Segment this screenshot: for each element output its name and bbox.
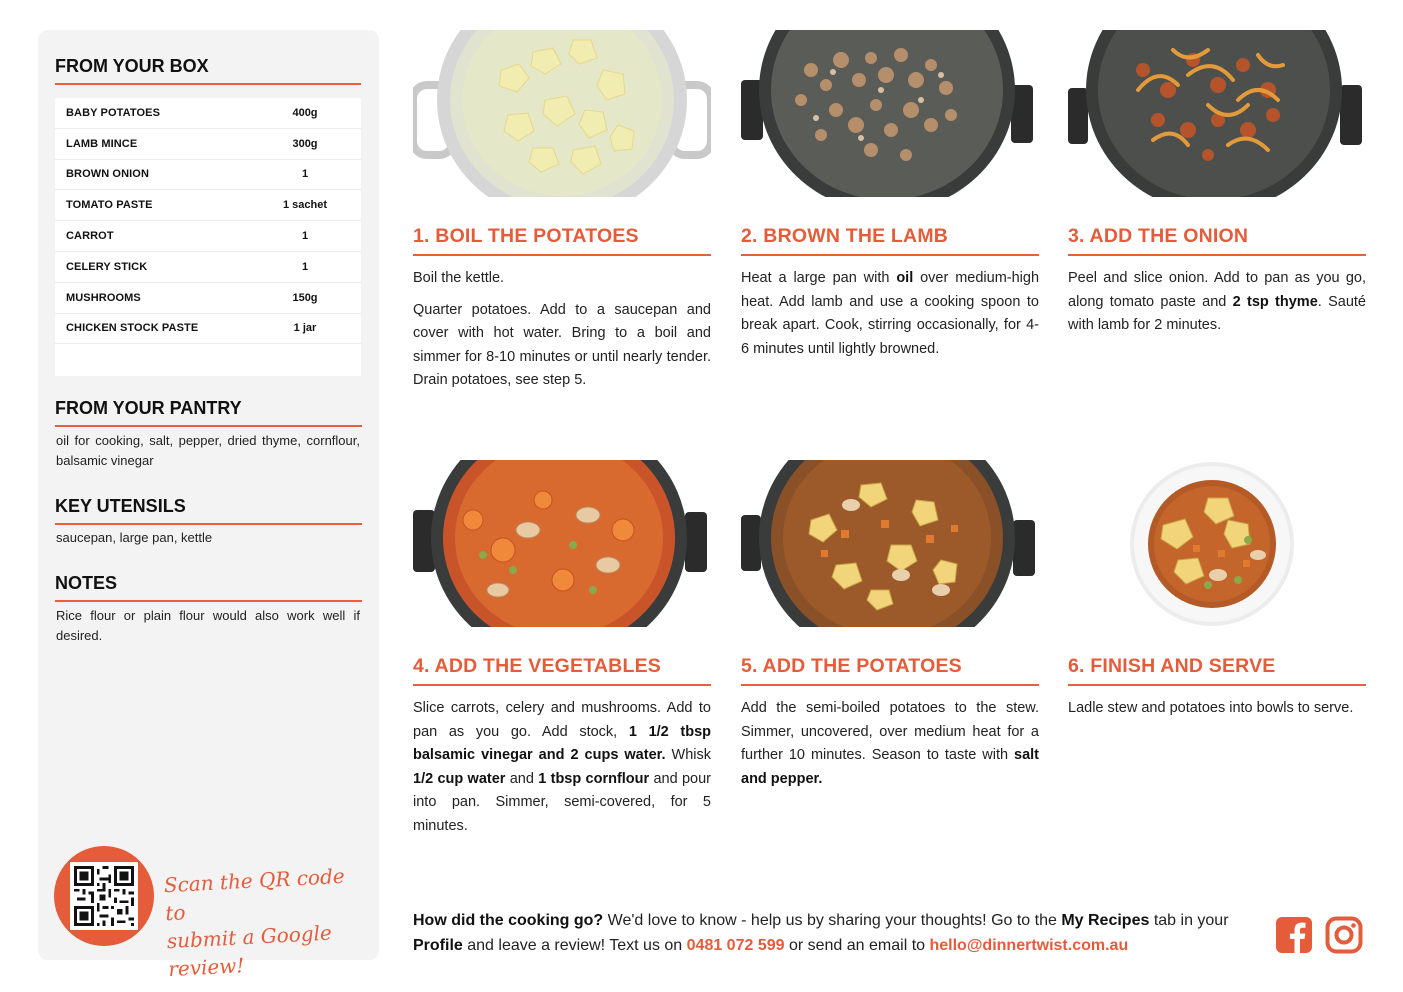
instagram-icon[interactable] <box>1325 916 1363 954</box>
step-6-title: 6. FINISH AND SERVE <box>1068 655 1366 686</box>
ingredient-name: CARROT <box>66 230 114 243</box>
qr-caption-line-2: submit a Google review! <box>166 920 333 982</box>
step-4-bold-1: 1 1/2 tbsp balsamic vinegar and 2 cups water. <box>413 723 711 763</box>
ingredient-qty: 300g <box>292 137 318 150</box>
pantry-text: oil for cooking, salt, pepper, dried thyme, cornflour, balsamic vinegar <box>56 433 360 468</box>
footer-text-1: We'd love to know - help us by sharing your thoughts! Go to the <box>603 912 1062 929</box>
ingredient-name: CHICKEN STOCK PASTE <box>66 322 199 335</box>
ingredient-qty: 1 sachet <box>282 199 328 212</box>
utensils-text: saucepan, large pan, kettle <box>56 530 213 545</box>
step-3-body <box>1068 267 1366 346</box>
step-1-image <box>413 30 711 197</box>
ingredient-name: LAMB MINCE <box>66 137 138 150</box>
step-2-text-2: over medium-high heat. Add lamb and use a cooking spoon to break apart. Cook, stirring occasionally, for 4-6 minutes until lightly browned. <box>741 270 1040 357</box>
step-2-image <box>741 30 1039 197</box>
step-6-body <box>1068 697 1366 729</box>
footer-text-4: or send an email to <box>784 937 930 954</box>
table-row <box>55 98 361 129</box>
facebook-icon[interactable] <box>1275 916 1313 954</box>
table-row <box>55 283 361 314</box>
step-5-text-1: Add the semi-boiled potatoes to the stew. Simmer, uncovered, over medium heat for a further 10 minutes. Season to taste with <box>741 700 1039 763</box>
step-4-body <box>413 697 711 846</box>
ingredient-name: MUSHROOMS <box>66 291 141 304</box>
step-4-title: 4. ADD THE VEGETABLES <box>413 655 711 686</box>
step-4-image <box>413 460 711 627</box>
qr-code-pattern <box>70 862 138 930</box>
feedback-footer <box>413 908 1258 958</box>
step-5-bold-1: salt and pepper. <box>741 747 1039 787</box>
phone-link[interactable]: 0481 072 599 <box>686 937 785 954</box>
table-row <box>55 221 361 252</box>
ingredients-table <box>55 98 361 376</box>
step-3-title: 3. ADD THE ONION <box>1068 225 1366 256</box>
ingredient-qty: 1 <box>301 260 309 273</box>
qr-caption <box>163 861 369 983</box>
step-4-text-2: Whisk <box>665 747 712 763</box>
step-3-text-2: . Sauté with lamb for 2 minutes. <box>1068 293 1366 333</box>
step-2-body <box>741 267 1039 369</box>
profile-label: Profile <box>413 937 463 954</box>
footer-text-3: and leave a review! Text us on <box>462 937 687 954</box>
ingredient-name: TOMATO PASTE <box>66 199 153 212</box>
step-1-text-1: Boil the kettle. <box>413 270 505 286</box>
step-2-bold-1: oil <box>896 270 914 286</box>
qr-code[interactable] <box>54 846 154 946</box>
step-4-text-4: and pour into pan. Simmer, semi-covered, for 5 minutes. <box>413 770 711 834</box>
step-4-text-1: Slice carrots, celery and mushrooms. Add to pan as you go. Add stock, <box>413 700 711 740</box>
table-row <box>55 314 361 345</box>
ingredient-qty: 400g <box>292 106 318 119</box>
step-6-text: Ladle stew and potatoes into bowls to serve. <box>1068 700 1354 716</box>
key-utensils-title: KEY UTENSILS <box>55 496 362 525</box>
step-4-text <box>413 697 711 838</box>
from-your-box-title: FROM YOUR BOX <box>55 56 361 85</box>
step-3-text-1: Peel and slice onion. Add to pan as you go, along tomato paste and <box>1068 270 1366 310</box>
step-2-title: 2. BROWN THE LAMB <box>741 225 1039 256</box>
feedback-question: How did the cooking go? <box>413 912 604 929</box>
ingredient-qty: 1 jar <box>293 322 317 335</box>
from-your-pantry-title: FROM YOUR PANTRY <box>55 398 362 427</box>
step-1-title: 1. BOIL THE POTATOES <box>413 225 711 256</box>
table-row <box>55 190 361 221</box>
step-4-text-3: and <box>505 770 539 787</box>
step-3-bold-1: 2 tsp thyme <box>1232 293 1318 310</box>
step-1-text-2: Quarter potatoes. Add to a saucepan and cover with hot water. Bring to a boil and simmer for 8-10 minutes or until nearly tender. Drain potatoes, see step 5. <box>413 301 711 388</box>
step-6-image <box>1068 460 1366 627</box>
ingredient-name: BROWN ONION <box>66 168 149 181</box>
step-5-body <box>741 697 1039 799</box>
ingredient-qty: 150g <box>292 291 318 304</box>
table-row <box>55 252 361 283</box>
email-link[interactable]: hello@dinnertwist.com.au <box>929 937 1129 954</box>
step-3-text <box>1068 267 1366 338</box>
qr-caption-line-1: Scan the QR code to <box>163 863 346 926</box>
step-3-image <box>1068 30 1366 197</box>
step-2-text-1: Heat a large pan with <box>741 270 897 286</box>
footer-text-2: tab in your <box>1149 912 1229 929</box>
table-row <box>55 160 361 191</box>
step-5-text <box>741 697 1039 791</box>
table-row <box>55 129 361 160</box>
step-4-bold-3: 1 tbsp cornflour <box>538 770 650 787</box>
ingredient-name: BABY POTATOES <box>66 106 160 119</box>
step-5-image <box>741 460 1039 627</box>
ingredient-qty: 1 <box>301 168 309 181</box>
step-4-bold-2: 1/2 cup water <box>413 770 506 787</box>
step-5-title: 5. ADD THE POTATOES <box>741 655 1039 686</box>
ingredients-sidebar <box>38 30 379 982</box>
step-1-body <box>413 267 711 401</box>
step-2-text <box>741 267 1039 361</box>
my-recipes-label: My Recipes <box>1061 912 1150 929</box>
ingredient-qty: 1 <box>301 230 309 243</box>
notes-title: NOTES <box>55 573 362 602</box>
ingredient-name: CELERY STICK <box>66 260 148 273</box>
notes-text: Rice flour or plain flour would also work well if desired. <box>56 608 360 643</box>
